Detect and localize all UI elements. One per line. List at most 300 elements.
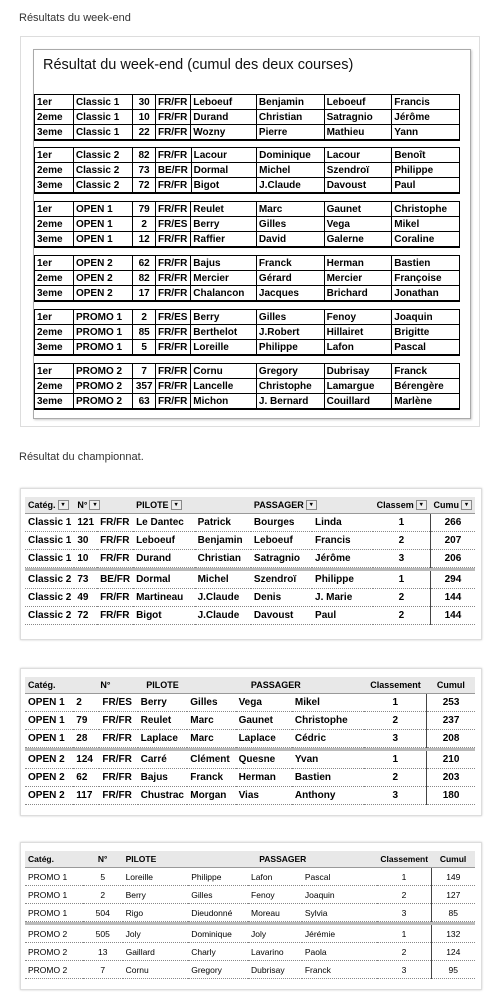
table-cell: Michel [195, 571, 251, 589]
table-cell: 62 [73, 769, 99, 787]
championship-heading: Résultat du championnat. [19, 451, 144, 463]
table-cell: FR/ES [99, 694, 137, 712]
cell-passenger-firstname: Benoît [392, 148, 460, 163]
table-cell: FR/FR [99, 787, 137, 805]
table-cell: J. Marie [312, 589, 373, 607]
table-row [25, 589, 475, 607]
table-cell: 203 [427, 769, 475, 787]
cell-nationality: FR/FR [155, 394, 190, 410]
cell-place: 1er [35, 256, 74, 271]
header-passager: PASSAGER [253, 499, 304, 510]
table-cell: Le Dantec [133, 514, 195, 532]
filter-dropdown-icon[interactable]: ▾ [58, 500, 69, 510]
cell-pilot-firstname: Christophe [256, 379, 324, 394]
cell-nationality: FR/FR [155, 256, 190, 271]
cell-passenger-lastname: Galerne [324, 232, 392, 248]
table-cell: FR/FR [97, 532, 133, 550]
table-cell: OPEN 2 [25, 769, 73, 787]
weekend-results-table-1 [34, 94, 460, 141]
cell-nationality: FR/FR [155, 286, 190, 302]
cell-pilot-firstname: Gregory [256, 364, 324, 379]
table-cell: Herman [236, 769, 292, 787]
table-row [25, 712, 475, 730]
cell-number: 73 [133, 163, 156, 178]
cell-nationality: FR/FR [155, 340, 190, 356]
filter-dropdown-icon[interactable]: ▾ [306, 500, 317, 510]
table-cell: 294 [430, 571, 475, 589]
cell-pilot-lastname: Lancelle [191, 379, 257, 394]
table-cell: Bastien [292, 769, 364, 787]
table-row [35, 286, 460, 302]
table-cell: PROMO 1 [25, 886, 83, 904]
table-cell: Vega [236, 694, 292, 712]
table-row [25, 961, 475, 979]
cell-pilot-lastname: Bigot [191, 178, 257, 194]
table-cell: Vias [236, 787, 292, 805]
table-cell: Classic 1 [25, 532, 74, 550]
cell-passenger-firstname: Francis [392, 95, 460, 110]
cell-pilot-lastname: Mercier [191, 271, 257, 286]
cell-number: 5 [133, 340, 156, 356]
cell-number: 79 [133, 202, 156, 217]
header-cumul: Cumul [431, 851, 475, 868]
table-row [35, 394, 460, 410]
table-cell: FR/FR [97, 550, 133, 568]
cell-pilot-lastname: Lacour [191, 148, 257, 163]
table-row [35, 232, 460, 248]
table-cell: Szendroï [251, 571, 312, 589]
table-cell: FR/FR [97, 589, 133, 607]
table-row [35, 379, 460, 394]
cell-category: Classic 2 [73, 178, 132, 194]
cell-number: 12 [133, 232, 156, 248]
cell-pilot-lastname: Reulet [191, 202, 257, 217]
cell-pilot-firstname: Dominique [257, 148, 325, 163]
table-row [35, 364, 460, 379]
cell-passenger-lastname: Mathieu [324, 125, 392, 141]
weekend-results-table-2 [34, 147, 460, 194]
cell-category: PROMO 1 [73, 310, 132, 325]
table-cell: 124 [431, 943, 475, 961]
table-cell: 2 [377, 886, 431, 904]
cell-pilot-firstname: Gilles [256, 217, 324, 232]
cell-number: 7 [133, 364, 156, 379]
cell-pilot-lastname: Leboeuf [191, 95, 257, 110]
table-cell: 1 [364, 694, 426, 712]
table-cell: FR/FR [99, 730, 137, 748]
table-cell: Pascal [302, 868, 378, 886]
table-row [25, 694, 475, 712]
table-row [25, 886, 475, 904]
table-cell: 127 [431, 886, 475, 904]
header-categ: Catég. [25, 851, 83, 868]
filter-dropdown-icon[interactable]: ▾ [416, 500, 427, 510]
cell-pilot-firstname: Benjamin [256, 95, 324, 110]
table-cell: Sylvia [302, 904, 378, 922]
weekend-results-table-5 [34, 309, 460, 356]
cell-passenger-lastname: Dubrisay [324, 364, 392, 379]
cell-nationality: FR/FR [155, 148, 191, 163]
header-classement: Classem [376, 499, 414, 510]
cell-pilot-firstname: Christian [256, 110, 324, 125]
cell-pilot-firstname: Pierre [256, 125, 324, 141]
table-row [35, 148, 460, 163]
table-row [35, 271, 460, 286]
table-cell: PROMO 2 [25, 961, 83, 979]
table-cell: Francis [312, 532, 373, 550]
table-cell: 79 [73, 712, 99, 730]
weekend-heading: Résultats du week-end [19, 12, 131, 24]
cell-nationality: FR/FR [155, 379, 190, 394]
table-cell: 504 [83, 904, 123, 922]
table-row [25, 514, 475, 532]
table-cell: FR/FR [99, 751, 137, 769]
table-cell: FR/FR [97, 607, 133, 625]
weekend-results-table-4 [34, 255, 460, 302]
table-cell: 2 [73, 694, 99, 712]
table-cell: 2 [83, 886, 123, 904]
table-cell: 30 [74, 532, 97, 550]
table-cell: Philippe [188, 868, 248, 886]
table-cell: 5 [83, 868, 123, 886]
table-cell: 210 [427, 751, 475, 769]
table-cell: 1 [373, 514, 431, 532]
table-cell: Philippe [312, 571, 373, 589]
table-cell: Rigo [123, 904, 189, 922]
cell-number: 17 [133, 286, 156, 302]
table-cell: Christophe [292, 712, 364, 730]
cell-passenger-lastname: Szendroï [324, 163, 392, 178]
cell-passenger-firstname: Philippe [392, 163, 460, 178]
cell-pilot-firstname: Michel [257, 163, 325, 178]
cell-pilot-firstname: J. Bernard [256, 394, 324, 410]
cell-place: 2eme [35, 325, 74, 340]
table-cell: Moreau [248, 904, 302, 922]
table-cell: Chustrac [138, 787, 188, 805]
cell-number: 85 [133, 325, 156, 340]
cell-category: Classic 1 [73, 125, 132, 141]
table-cell: Laplace [138, 730, 188, 748]
cell-category: OPEN 2 [73, 256, 132, 271]
table-cell: Gilles [187, 694, 235, 712]
header-num: N° [73, 677, 137, 694]
table-cell: Benjamin [195, 532, 251, 550]
table-cell: 28 [73, 730, 99, 748]
table-cell: 117 [73, 787, 99, 805]
cell-number: 63 [133, 394, 156, 410]
cell-nationality: FR/FR [155, 178, 191, 194]
cell-passenger-firstname: Bastien [392, 256, 460, 271]
table-cell: Classic 1 [25, 550, 74, 568]
table-cell: Martineau [133, 589, 195, 607]
table-cell: Durand [133, 550, 195, 568]
table-row [35, 178, 460, 194]
table-cell: 208 [427, 730, 475, 748]
cell-passenger-firstname: Bérengère [392, 379, 460, 394]
cell-nationality: FR/FR [155, 110, 190, 125]
table-cell: 95 [431, 961, 475, 979]
table-row [35, 163, 460, 178]
table-cell: Laplace [236, 730, 292, 748]
cell-category: Classic 2 [73, 148, 132, 163]
table-cell: Gaillard [123, 943, 189, 961]
cell-category: OPEN 2 [73, 271, 132, 286]
cell-pilot-firstname: Gilles [256, 310, 324, 325]
table-row [25, 571, 475, 589]
table-cell: Bigot [133, 607, 195, 625]
cell-number: 22 [133, 125, 156, 141]
table-cell: Leboeuf [133, 532, 195, 550]
table-cell: Mikel [292, 694, 364, 712]
cell-pilot-lastname: Berthelot [191, 325, 257, 340]
table-row [35, 340, 460, 356]
table-cell: Gregory [188, 961, 248, 979]
table-cell: Yvan [292, 751, 364, 769]
table-cell: Christian [195, 550, 251, 568]
table-cell: 144 [430, 589, 475, 607]
header-categ: Catég. [25, 677, 73, 694]
cell-place: 3eme [35, 340, 74, 356]
table-cell: Dormal [133, 571, 195, 589]
table-row [35, 325, 460, 340]
cell-number: 30 [133, 95, 156, 110]
cell-pilot-lastname: Dormal [191, 163, 257, 178]
table-cell: Franck [187, 769, 235, 787]
header-categ: Catég. [28, 499, 56, 510]
table-cell: Lavarino [248, 943, 302, 961]
header-pilote: PILOTE [138, 677, 188, 694]
table-cell: 2 [377, 943, 431, 961]
table-header [25, 851, 475, 868]
table-row [25, 550, 475, 568]
table-cell: Lafon [248, 868, 302, 886]
table-cell: J.Claude [195, 607, 251, 625]
table-cell: Jérémie [302, 925, 378, 943]
cell-pilot-firstname: Franck [256, 256, 324, 271]
table-cell: 206 [430, 550, 475, 568]
championship-open-image [20, 668, 482, 816]
header-pilote: PILOTE [136, 499, 169, 510]
cell-nationality: BE/FR [155, 163, 191, 178]
table-cell: Classic 2 [25, 607, 74, 625]
table-cell: FR/FR [99, 712, 137, 730]
table-cell: Loreille [123, 868, 189, 886]
cell-nationality: FR/ES [155, 310, 190, 325]
cell-passenger-firstname: Brigitte [392, 325, 460, 340]
cell-category: Classic 2 [73, 163, 132, 178]
filter-dropdown-icon[interactable]: ▾ [171, 500, 182, 510]
cell-passenger-lastname: Hillairet [324, 325, 392, 340]
table-header [25, 497, 475, 514]
table-row [25, 730, 475, 748]
cell-category: PROMO 1 [73, 325, 132, 340]
table-cell: 2 [373, 607, 431, 625]
table-cell: 237 [427, 712, 475, 730]
table-cell: Jérôme [312, 550, 373, 568]
table-row [25, 769, 475, 787]
table-cell: Cornu [123, 961, 189, 979]
cell-place: 2eme [35, 110, 74, 125]
cell-number: 62 [133, 256, 156, 271]
cell-place: 3eme [35, 394, 74, 410]
table-cell: PROMO 1 [25, 904, 83, 922]
table-cell: 2 [364, 769, 426, 787]
cell-passenger-lastname: Lamargue [324, 379, 392, 394]
table-row [25, 787, 475, 805]
filter-dropdown-icon[interactable]: ▾ [89, 500, 100, 510]
cell-place: 1er [35, 148, 74, 163]
table-cell: OPEN 2 [25, 787, 73, 805]
table-cell: 3 [377, 961, 431, 979]
cell-place: 1er [35, 310, 74, 325]
table-cell: FR/FR [99, 769, 137, 787]
table-row [25, 532, 475, 550]
table-cell: Paola [302, 943, 378, 961]
table-cell: Quesne [236, 751, 292, 769]
table-cell: Paul [312, 607, 373, 625]
cell-number: 2 [133, 310, 156, 325]
table-cell: Joaquin [302, 886, 378, 904]
cell-passenger-firstname: Jérôme [392, 110, 460, 125]
cell-passenger-firstname: Paul [392, 178, 460, 194]
header-passager: PASSAGER [188, 851, 377, 868]
table-cell: 72 [74, 607, 97, 625]
table-cell: Leboeuf [251, 532, 312, 550]
table-cell: 207 [430, 532, 475, 550]
table-cell: Clément [187, 751, 235, 769]
table-cell: 144 [430, 607, 475, 625]
table-cell: Gilles [188, 886, 248, 904]
table-cell: Berry [138, 694, 188, 712]
table-cell: 7 [83, 961, 123, 979]
table-cell: 2 [364, 712, 426, 730]
table-cell: 3 [373, 550, 431, 568]
table-row [25, 607, 475, 625]
cell-pilot-lastname: Berry [191, 217, 257, 232]
table-cell: Charly [188, 943, 248, 961]
cell-nationality: FR/FR [155, 325, 190, 340]
cell-category: OPEN 1 [73, 202, 132, 217]
cell-place: 1er [35, 202, 74, 217]
cell-passenger-firstname: Franck [392, 364, 460, 379]
cell-number: 2 [133, 217, 156, 232]
table-header [25, 677, 475, 694]
table-cell: OPEN 1 [25, 694, 73, 712]
table-cell: PROMO 2 [25, 943, 83, 961]
table-row [25, 751, 475, 769]
championship-classic-image [20, 488, 482, 640]
header-classement: Classement [364, 677, 426, 694]
table-row [25, 904, 475, 922]
table-cell: 149 [431, 868, 475, 886]
table-cell: Marc [187, 730, 235, 748]
cell-passenger-firstname: Françoise [392, 271, 460, 286]
table-cell: Joly [123, 925, 189, 943]
cell-passenger-lastname: Vega [324, 217, 392, 232]
table-cell: 85 [431, 904, 475, 922]
cell-pilot-firstname: J.Robert [256, 325, 324, 340]
table-cell: 1 [377, 868, 431, 886]
table-cell: BE/FR [97, 571, 133, 589]
cell-pilot-lastname: Bajus [191, 256, 257, 271]
header-passager: PASSAGER [187, 677, 364, 694]
cell-nationality: FR/ES [155, 217, 190, 232]
table-cell: 253 [427, 694, 475, 712]
table-cell: Bourges [251, 514, 312, 532]
cell-nationality: FR/FR [155, 271, 190, 286]
cell-pilot-lastname: Loreille [191, 340, 257, 356]
table-row [25, 925, 475, 943]
cell-place: 2eme [35, 217, 74, 232]
cell-nationality: FR/FR [155, 125, 190, 141]
cell-category: PROMO 2 [73, 364, 132, 379]
cell-number: 10 [133, 110, 156, 125]
cell-pilot-lastname: Cornu [191, 364, 257, 379]
table-cell: Franck [302, 961, 378, 979]
cell-passenger-lastname: Fenoy [324, 310, 392, 325]
cell-pilot-lastname: Raffier [191, 232, 257, 248]
cell-pilot-lastname: Michon [191, 394, 257, 410]
table-cell: Anthony [292, 787, 364, 805]
cell-nationality: FR/FR [155, 232, 190, 248]
header-num: N° [83, 851, 123, 868]
cell-passenger-lastname: Brichard [324, 286, 392, 302]
table-row [25, 868, 475, 886]
table-cell: Linda [312, 514, 373, 532]
table-cell: 121 [74, 514, 97, 532]
table-row [35, 202, 460, 217]
cell-pilot-firstname: Philippe [256, 340, 324, 356]
cell-place: 3eme [35, 286, 74, 302]
table-cell: Carré [138, 751, 188, 769]
table-cell: 49 [74, 589, 97, 607]
cell-place: 2eme [35, 163, 74, 178]
table-cell: Joly [248, 925, 302, 943]
table-cell: Classic 2 [25, 589, 74, 607]
cell-place: 1er [35, 95, 74, 110]
table-cell: Classic 1 [25, 514, 74, 532]
filter-dropdown-icon[interactable]: ▾ [461, 500, 472, 510]
header-cumul: Cumu [433, 499, 459, 510]
table-row [35, 125, 460, 141]
cell-passenger-lastname: Mercier [324, 271, 392, 286]
cell-passenger-firstname: Coraline [392, 232, 460, 248]
table-cell: 1 [373, 571, 431, 589]
table-cell: 266 [430, 514, 475, 532]
cell-category: OPEN 1 [73, 217, 132, 232]
cell-pilot-firstname: Marc [256, 202, 324, 217]
cell-passenger-lastname: Herman [324, 256, 392, 271]
cell-passenger-lastname: Davoust [324, 178, 392, 194]
cell-category: OPEN 2 [73, 286, 132, 302]
table-cell: Cédric [292, 730, 364, 748]
cell-passenger-firstname: Christophe [392, 202, 460, 217]
cell-passenger-lastname: Leboeuf [324, 95, 392, 110]
weekend-title: Résultat du week-end (cumul des deux courses) [43, 57, 354, 73]
cell-passenger-firstname: Jonathan [392, 286, 460, 302]
cell-number: 72 [133, 178, 156, 194]
table-cell: Dubrisay [248, 961, 302, 979]
cell-number: 82 [133, 148, 156, 163]
table-cell: Patrick [195, 514, 251, 532]
cell-pilot-firstname: J.Claude [257, 178, 325, 194]
cell-pilot-firstname: Jacques [256, 286, 324, 302]
cell-place: 2eme [35, 379, 74, 394]
cell-pilot-firstname: David [256, 232, 324, 248]
cell-passenger-lastname: Lacour [324, 148, 392, 163]
cell-pilot-lastname: Durand [191, 110, 257, 125]
cell-pilot-lastname: Wozny [191, 125, 257, 141]
